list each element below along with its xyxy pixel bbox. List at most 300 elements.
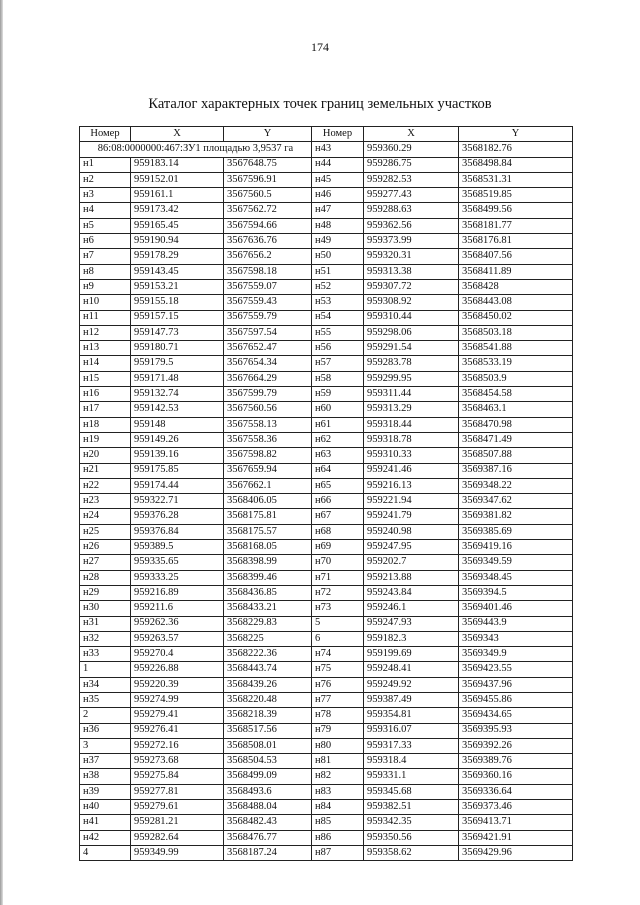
table-cell: н45 bbox=[312, 172, 364, 187]
table-cell: 3569423.55 bbox=[459, 662, 573, 677]
table-cell: 959240.98 bbox=[364, 524, 459, 539]
table-cell: 3569348.22 bbox=[459, 478, 573, 493]
table-cell: 959241.79 bbox=[364, 509, 459, 524]
table-cell: 959247.95 bbox=[364, 540, 459, 555]
table-row bbox=[80, 769, 573, 784]
table-row bbox=[80, 845, 573, 860]
table-cell: 959171.48 bbox=[131, 371, 224, 386]
table-cell: 3569381.82 bbox=[459, 509, 573, 524]
table-cell: н74 bbox=[312, 647, 364, 662]
table-cell: 3569336.64 bbox=[459, 784, 573, 799]
table-cell: 959376.84 bbox=[131, 524, 224, 539]
table-cell: 3569429.96 bbox=[459, 845, 573, 860]
header-y-right: Y bbox=[459, 127, 573, 142]
table-cell: 3569395.93 bbox=[459, 723, 573, 738]
table-cell: н10 bbox=[80, 295, 131, 310]
table-cell: 959179.5 bbox=[131, 356, 224, 371]
table-cell: 3567659.94 bbox=[224, 463, 312, 478]
table-row bbox=[80, 677, 573, 692]
table-row bbox=[80, 647, 573, 662]
table-cell: н15 bbox=[80, 371, 131, 386]
table-cell: 3568398.99 bbox=[224, 555, 312, 570]
table-cell: н34 bbox=[80, 677, 131, 692]
table-cell: н66 bbox=[312, 494, 364, 509]
table-cell: н42 bbox=[80, 830, 131, 845]
scan-edge bbox=[0, 0, 3, 905]
table-cell: 3568229.83 bbox=[224, 616, 312, 631]
table-cell: 959275.84 bbox=[131, 769, 224, 784]
table-cell: 959362.56 bbox=[364, 218, 459, 233]
table-row bbox=[80, 463, 573, 478]
table-row bbox=[80, 540, 573, 555]
table-cell: н3 bbox=[80, 188, 131, 203]
table-row bbox=[80, 234, 573, 249]
table-cell: 3568168.05 bbox=[224, 540, 312, 555]
table-cell: н55 bbox=[312, 325, 364, 340]
table-cell: н59 bbox=[312, 387, 364, 402]
coordinates-table bbox=[79, 126, 573, 861]
table-cell: 3568499.09 bbox=[224, 769, 312, 784]
table-header-row bbox=[80, 127, 573, 142]
table-cell: н60 bbox=[312, 402, 364, 417]
table-cell: н25 bbox=[80, 524, 131, 539]
table-cell: н23 bbox=[80, 494, 131, 509]
table-row bbox=[80, 402, 573, 417]
table-cell: н77 bbox=[312, 692, 364, 707]
table-cell: 959248.41 bbox=[364, 662, 459, 677]
table-cell: н85 bbox=[312, 815, 364, 830]
table-cell: 3567597.54 bbox=[224, 325, 312, 340]
table-cell: 959262.36 bbox=[131, 616, 224, 631]
table-cell: 959220.39 bbox=[131, 677, 224, 692]
table-cell: 3569443.9 bbox=[459, 616, 573, 631]
table-cell: 959360.29 bbox=[364, 142, 459, 157]
table-cell: н31 bbox=[80, 616, 131, 631]
table-cell: н35 bbox=[80, 692, 131, 707]
table-cell: н62 bbox=[312, 432, 364, 447]
table-cell: н76 bbox=[312, 677, 364, 692]
table-cell: 3569373.46 bbox=[459, 800, 573, 815]
table-cell: 959387.49 bbox=[364, 692, 459, 707]
table-row bbox=[80, 478, 573, 493]
table-cell: 959211.6 bbox=[131, 601, 224, 616]
table-cell: н41 bbox=[80, 815, 131, 830]
table-cell: 959349.99 bbox=[131, 845, 224, 860]
table-cell: 959345.68 bbox=[364, 784, 459, 799]
table-cell: н51 bbox=[312, 264, 364, 279]
table-cell: н4 bbox=[80, 203, 131, 218]
table-cell: 959155.18 bbox=[131, 295, 224, 310]
table-cell: 959342.35 bbox=[364, 815, 459, 830]
table-cell: 3567560.56 bbox=[224, 402, 312, 417]
table-cell: 3568220.48 bbox=[224, 692, 312, 707]
table-cell: 3569421.91 bbox=[459, 830, 573, 845]
table-cell: 3568498.84 bbox=[459, 157, 573, 172]
table-row bbox=[80, 616, 573, 631]
table-row bbox=[80, 754, 573, 769]
table-cell: 959161.1 bbox=[131, 188, 224, 203]
table-row bbox=[80, 310, 573, 325]
table-cell: н47 bbox=[312, 203, 364, 218]
table-cell: 959272.16 bbox=[131, 738, 224, 753]
table-cell: 959373.99 bbox=[364, 234, 459, 249]
table-cell: н83 bbox=[312, 784, 364, 799]
table-cell: н49 bbox=[312, 234, 364, 249]
table-cell: н65 bbox=[312, 478, 364, 493]
table-cell: 959313.29 bbox=[364, 402, 459, 417]
table-cell: н36 bbox=[80, 723, 131, 738]
table-cell: н56 bbox=[312, 341, 364, 356]
table-cell: 3567560.5 bbox=[224, 188, 312, 203]
table-row bbox=[80, 295, 573, 310]
table-cell: 959318.78 bbox=[364, 432, 459, 447]
table-cell: 959199.69 bbox=[364, 647, 459, 662]
table-cell: 959350.56 bbox=[364, 830, 459, 845]
table-cell: 3568182.76 bbox=[459, 142, 573, 157]
table-cell: 959298.06 bbox=[364, 325, 459, 340]
header-number-right: Номер bbox=[312, 127, 364, 142]
table-cell: 3568519.85 bbox=[459, 188, 573, 203]
table-cell: 3569349.9 bbox=[459, 647, 573, 662]
table-cell: н21 bbox=[80, 463, 131, 478]
table-cell: 3568187.24 bbox=[224, 845, 312, 860]
table-cell: 3568436.85 bbox=[224, 585, 312, 600]
table-cell: н13 bbox=[80, 341, 131, 356]
table-cell: н86 bbox=[312, 830, 364, 845]
table-cell: н9 bbox=[80, 279, 131, 294]
table-cell: 959165.45 bbox=[131, 218, 224, 233]
table-cell: н1 bbox=[80, 157, 131, 172]
table-cell: н37 bbox=[80, 754, 131, 769]
table-row bbox=[80, 601, 573, 616]
table-cell: н80 bbox=[312, 738, 364, 753]
table-cell: н6 bbox=[80, 234, 131, 249]
table-cell: 3567664.29 bbox=[224, 371, 312, 386]
table-cell: 3568450.02 bbox=[459, 310, 573, 325]
table-cell: н12 bbox=[80, 325, 131, 340]
table-cell: н50 bbox=[312, 249, 364, 264]
table-cell: 3568499.56 bbox=[459, 203, 573, 218]
table-cell: 3567636.76 bbox=[224, 234, 312, 249]
table-cell: н57 bbox=[312, 356, 364, 371]
table-cell: н5 bbox=[80, 218, 131, 233]
table-cell: 3568454.58 bbox=[459, 387, 573, 402]
table-cell: н79 bbox=[312, 723, 364, 738]
table-row bbox=[80, 509, 573, 524]
table-cell: 3568463.1 bbox=[459, 402, 573, 417]
table-cell: 959299.95 bbox=[364, 371, 459, 386]
table-row bbox=[80, 325, 573, 340]
table-cell: 3569385.69 bbox=[459, 524, 573, 539]
table-cell: н72 bbox=[312, 585, 364, 600]
table-row bbox=[80, 417, 573, 432]
table-cell: 959376.28 bbox=[131, 509, 224, 524]
table-cell: 3568428 bbox=[459, 279, 573, 294]
table-cell: 3569437.96 bbox=[459, 677, 573, 692]
table-cell: 3569348.45 bbox=[459, 570, 573, 585]
table-cell: 959322.71 bbox=[131, 494, 224, 509]
table-row bbox=[80, 356, 573, 371]
table-cell: 959157.15 bbox=[131, 310, 224, 325]
table-cell: 3567558.36 bbox=[224, 432, 312, 447]
table-cell: 3568508.01 bbox=[224, 738, 312, 753]
table-cell: 3567559.43 bbox=[224, 295, 312, 310]
table-cell: 959216.89 bbox=[131, 585, 224, 600]
table-cell: 6 bbox=[312, 631, 364, 646]
table-cell: н82 bbox=[312, 769, 364, 784]
header-number: Номер bbox=[80, 127, 131, 142]
table-cell: н48 bbox=[312, 218, 364, 233]
table-row bbox=[80, 555, 573, 570]
table-cell: 3568493.6 bbox=[224, 784, 312, 799]
table-cell: н26 bbox=[80, 540, 131, 555]
table-cell: 5 bbox=[312, 616, 364, 631]
table-cell: 3569394.5 bbox=[459, 585, 573, 600]
table-cell: н17 bbox=[80, 402, 131, 417]
table-cell: 3568507.88 bbox=[459, 448, 573, 463]
table-row bbox=[80, 708, 573, 723]
table-row bbox=[80, 157, 573, 172]
table-cell: н87 bbox=[312, 845, 364, 860]
table-cell: 959249.92 bbox=[364, 677, 459, 692]
table-cell: 3568471.49 bbox=[459, 432, 573, 447]
table-row bbox=[80, 341, 573, 356]
table-cell: 959149.26 bbox=[131, 432, 224, 447]
table-cell: 3567594.66 bbox=[224, 218, 312, 233]
table-cell: 959175.85 bbox=[131, 463, 224, 478]
table-row bbox=[80, 585, 573, 600]
table-row bbox=[80, 387, 573, 402]
table-cell: н64 bbox=[312, 463, 364, 478]
table-cell: н30 bbox=[80, 601, 131, 616]
table-cell: 959318.44 bbox=[364, 417, 459, 432]
table-cell: 3569360.16 bbox=[459, 769, 573, 784]
table-row-parcel bbox=[80, 142, 573, 157]
table-cell: 3568411.89 bbox=[459, 264, 573, 279]
table-cell: 959389.5 bbox=[131, 540, 224, 555]
table-cell: 959202.7 bbox=[364, 555, 459, 570]
table-cell: 959331.1 bbox=[364, 769, 459, 784]
table-cell: 3568175.57 bbox=[224, 524, 312, 539]
table-cell: 959276.41 bbox=[131, 723, 224, 738]
table-cell: 959243.84 bbox=[364, 585, 459, 600]
table-row bbox=[80, 723, 573, 738]
table-cell: 3568225 bbox=[224, 631, 312, 646]
table-cell: н61 bbox=[312, 417, 364, 432]
table-cell: 959221.94 bbox=[364, 494, 459, 509]
table-cell: н68 bbox=[312, 524, 364, 539]
table-row bbox=[80, 570, 573, 585]
table-cell: 3569387.16 bbox=[459, 463, 573, 478]
header-x-right: X bbox=[364, 127, 459, 142]
table-cell: н14 bbox=[80, 356, 131, 371]
table-cell: 3568443.74 bbox=[224, 662, 312, 677]
table-row bbox=[80, 218, 573, 233]
table-cell: 959310.33 bbox=[364, 448, 459, 463]
table-cell: 959139.16 bbox=[131, 448, 224, 463]
table-cell: 959279.41 bbox=[131, 708, 224, 723]
table-cell: 959241.46 bbox=[364, 463, 459, 478]
table-cell: 959246.1 bbox=[364, 601, 459, 616]
table-cell: 3569347.62 bbox=[459, 494, 573, 509]
table-cell: 959318.4 bbox=[364, 754, 459, 769]
table-cell: 959247.93 bbox=[364, 616, 459, 631]
table-cell: н22 bbox=[80, 478, 131, 493]
table-row bbox=[80, 448, 573, 463]
table-cell: 3568439.26 bbox=[224, 677, 312, 692]
table-cell: 3569343 bbox=[459, 631, 573, 646]
table-cell: 959147.73 bbox=[131, 325, 224, 340]
table-cell: н29 bbox=[80, 585, 131, 600]
table-cell: 3568488.04 bbox=[224, 800, 312, 815]
table-cell: 3567598.82 bbox=[224, 448, 312, 463]
table-cell: 3569389.76 bbox=[459, 754, 573, 769]
table-cell: 959320.31 bbox=[364, 249, 459, 264]
table-cell: 959174.44 bbox=[131, 478, 224, 493]
table-cell: 959143.45 bbox=[131, 264, 224, 279]
table-cell: 959358.62 bbox=[364, 845, 459, 860]
table-cell: 3568407.56 bbox=[459, 249, 573, 264]
table-cell: 3569413.71 bbox=[459, 815, 573, 830]
table-row bbox=[80, 264, 573, 279]
table-cell: 3567596.91 bbox=[224, 172, 312, 187]
table-cell: 3568406.05 bbox=[224, 494, 312, 509]
table-cell: 959333.25 bbox=[131, 570, 224, 585]
table-cell: 959308.92 bbox=[364, 295, 459, 310]
table-cell: 959132.74 bbox=[131, 387, 224, 402]
table-row bbox=[80, 203, 573, 218]
table-row bbox=[80, 662, 573, 677]
table-cell: 959282.64 bbox=[131, 830, 224, 845]
table-cell: 959180.71 bbox=[131, 341, 224, 356]
table-cell: н63 bbox=[312, 448, 364, 463]
table-cell: 3568176.81 bbox=[459, 234, 573, 249]
table-row bbox=[80, 631, 573, 646]
table-row bbox=[80, 815, 573, 830]
table-cell: 3568218.39 bbox=[224, 708, 312, 723]
table-cell: н81 bbox=[312, 754, 364, 769]
table-cell: 959317.33 bbox=[364, 738, 459, 753]
table-cell: 3568504.53 bbox=[224, 754, 312, 769]
table-cell: 3568175.81 bbox=[224, 509, 312, 524]
table-row bbox=[80, 738, 573, 753]
table-cell: н40 bbox=[80, 800, 131, 815]
table-cell: 959148 bbox=[131, 417, 224, 432]
table-cell: 959178.29 bbox=[131, 249, 224, 264]
table-cell: 3568476.77 bbox=[224, 830, 312, 845]
table-cell: н44 bbox=[312, 157, 364, 172]
table-cell: н43 bbox=[312, 142, 364, 157]
table-cell: 3567648.75 bbox=[224, 157, 312, 172]
table-cell: 959216.13 bbox=[364, 478, 459, 493]
table-cell: н75 bbox=[312, 662, 364, 677]
table-cell: 3569434.65 bbox=[459, 708, 573, 723]
table-cell: 959277.81 bbox=[131, 784, 224, 799]
table-row bbox=[80, 524, 573, 539]
table-cell: 959311.44 bbox=[364, 387, 459, 402]
table-cell: 959213.88 bbox=[364, 570, 459, 585]
table-cell: 959382.51 bbox=[364, 800, 459, 815]
table-cell: 959288.63 bbox=[364, 203, 459, 218]
table-cell: 959313.38 bbox=[364, 264, 459, 279]
table-cell: 959190.94 bbox=[131, 234, 224, 249]
table-cell: н8 bbox=[80, 264, 131, 279]
table-row bbox=[80, 432, 573, 447]
table-cell: н58 bbox=[312, 371, 364, 386]
table-cell: 3568482.43 bbox=[224, 815, 312, 830]
table-cell: 959226.88 bbox=[131, 662, 224, 677]
table-cell: 3567559.07 bbox=[224, 279, 312, 294]
table-cell: н16 bbox=[80, 387, 131, 402]
table-cell: н32 bbox=[80, 631, 131, 646]
table-cell: 959335.65 bbox=[131, 555, 224, 570]
table-cell: 3567656.2 bbox=[224, 249, 312, 264]
table-cell: 3568222.36 bbox=[224, 647, 312, 662]
page-number: 174 bbox=[311, 40, 329, 54]
table-cell: 3568470.98 bbox=[459, 417, 573, 432]
table-cell: 3567558.13 bbox=[224, 417, 312, 432]
table-cell: 3568503.9 bbox=[459, 371, 573, 386]
table-cell: 3568433.21 bbox=[224, 601, 312, 616]
table-cell: 3568531.31 bbox=[459, 172, 573, 187]
table-cell: н7 bbox=[80, 249, 131, 264]
table-cell: н20 bbox=[80, 448, 131, 463]
table-cell: н2 bbox=[80, 172, 131, 187]
table-cell: н67 bbox=[312, 509, 364, 524]
table-cell: 3569392.26 bbox=[459, 738, 573, 753]
table-row bbox=[80, 249, 573, 264]
table-row bbox=[80, 371, 573, 386]
table-cell: н18 bbox=[80, 417, 131, 432]
table-cell: н39 bbox=[80, 784, 131, 799]
table-cell: 4 bbox=[80, 845, 131, 860]
table-cell: 959354.81 bbox=[364, 708, 459, 723]
table-cell: н69 bbox=[312, 540, 364, 555]
table-cell: 2 bbox=[80, 708, 131, 723]
table-cell: н38 bbox=[80, 769, 131, 784]
table-cell: 3567652.47 bbox=[224, 341, 312, 356]
table-cell: 959142.53 bbox=[131, 402, 224, 417]
table-cell: 959173.42 bbox=[131, 203, 224, 218]
table-cell: н11 bbox=[80, 310, 131, 325]
table-cell: 3569419.16 bbox=[459, 540, 573, 555]
table-body bbox=[80, 142, 573, 861]
table-cell: н78 bbox=[312, 708, 364, 723]
table-cell: н46 bbox=[312, 188, 364, 203]
table-row bbox=[80, 830, 573, 845]
header-y: Y bbox=[224, 127, 312, 142]
table-cell: 959273.68 bbox=[131, 754, 224, 769]
table-cell: н19 bbox=[80, 432, 131, 447]
table-row bbox=[80, 279, 573, 294]
table-cell: н54 bbox=[312, 310, 364, 325]
table-cell: 959263.57 bbox=[131, 631, 224, 646]
table-cell: н52 bbox=[312, 279, 364, 294]
page-title: Каталог характерных точек границ земельных участков bbox=[148, 96, 492, 112]
table-cell: 3 bbox=[80, 738, 131, 753]
table-cell: н84 bbox=[312, 800, 364, 815]
table-cell: 3567654.34 bbox=[224, 356, 312, 371]
table-cell: н71 bbox=[312, 570, 364, 585]
table-cell: 959291.54 bbox=[364, 341, 459, 356]
table-cell: 3568399.46 bbox=[224, 570, 312, 585]
table-cell: н33 bbox=[80, 647, 131, 662]
table-row bbox=[80, 188, 573, 203]
table-cell: 3567599.79 bbox=[224, 387, 312, 402]
table-cell: 959183.14 bbox=[131, 157, 224, 172]
table-cell: 3568517.56 bbox=[224, 723, 312, 738]
table-row bbox=[80, 692, 573, 707]
